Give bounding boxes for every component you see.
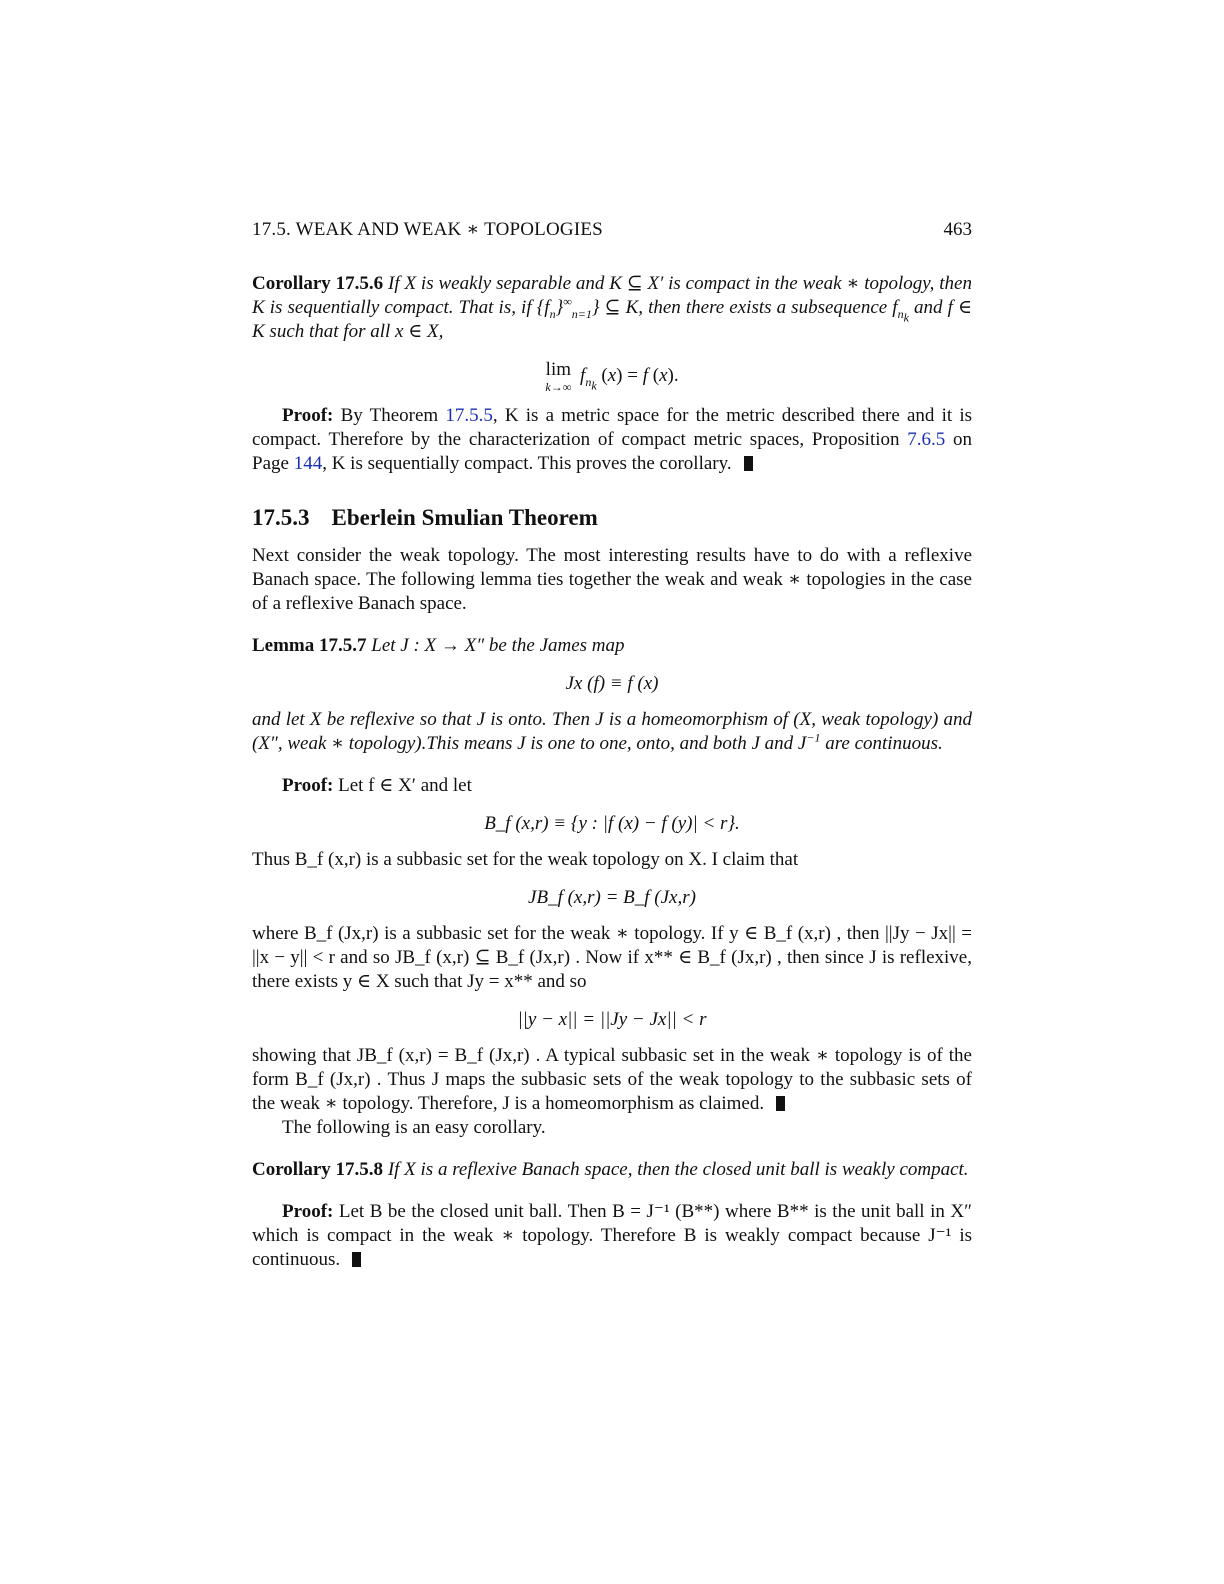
lim-subscript: k→∞ <box>545 380 572 394</box>
proof3-text: Let B be the closed unit ball. Then B = J⁻¹ (B**) where B** is the unit ball in X″ which is compact in the weak ∗ topology. Therefore B is weakly compact because J⁻¹ is continuous. <box>252 1201 973 1270</box>
running-head <box>252 218 972 242</box>
section-title: Eberlein Smulian Theorem <box>331 505 598 530</box>
proof2-end <box>252 1044 972 1116</box>
corollary-17-5-6: Corollary 17.5.6 If X is weakly separable and K ⊆ X′ is compact in the weak ∗ topology, then K is sequentially compact. That is, if $\{f_n\}^\infty_{n=1}$} ⊆ K, then there exists a subsequence $f_{n_k}$ and f ∈ K such that for all x ∈ X, <box>252 273 973 342</box>
limit-equation: lim k→∞ $f_{n_k}$ (x) = f (x). <box>545 359 679 394</box>
lemma-continuation <box>252 708 972 756</box>
corollary-text-3: and f ∈ K such that for all x ∈ X, <box>252 297 973 342</box>
proof1-text-1: By Theorem <box>340 405 439 426</box>
proof-label: Proof: <box>282 405 334 426</box>
corollary-17-5-8-text: If X is a reflexive Banach space, then the closed unit ball is weakly compact. <box>387 1159 969 1180</box>
proof-3 <box>252 1200 972 1272</box>
qed-mark <box>776 1096 785 1111</box>
proof2-text-3: where B_f (Jx,r) is a subbasic set for the weak ∗ topology. If y ∈ B_f (x,r) , then ||Jy − Jx|| = ||x − y|| < r and so JB_f (x,r) ⊆ B_f (Jx,r) . Now if x** ∈ B_f (Jx,r) , then since J is reflexive, there exists y ∈ X such that Jy = x** and so <box>252 923 972 992</box>
lemma-sup: −1 <box>806 730 821 745</box>
claim-equation: JB_f (x,r) = B_f (Jx,r) <box>528 887 696 908</box>
lemma-text-3: are continuous. <box>825 733 943 754</box>
intro-paragraph: Next consider the weak topology. The most interesting results have to do with a reflexive Banach space. The following lemma ties together the weak and weak ∗ topologies in the case of a reflexive Banach space. <box>252 545 972 614</box>
page <box>252 218 972 1272</box>
proof-1 <box>252 404 972 476</box>
lemma-text-1: Let J : X → X″ be the James map <box>371 635 625 656</box>
corollary-17-5-8 <box>252 1158 972 1182</box>
page-number: 463 <box>943 219 972 240</box>
corollary-label: Corollary 17.5.8 <box>252 1159 384 1180</box>
corollary-text-2: } ⊆ K, then there exists a subsequence f <box>591 297 898 318</box>
ref-page-144[interactable]: 144 <box>293 453 323 474</box>
norm-equation: ||y − x|| = ||Jy − Jx|| < r <box>517 1009 707 1030</box>
proof2-text-2: Thus B_f (x,r) is a subbasic set for the weak topology on X. I claim that <box>252 849 799 870</box>
proof-label: Proof: <box>282 1201 334 1222</box>
ref-theorem-17-5-5[interactable]: 17.5.5 <box>445 405 493 426</box>
subbasic-set-definition: B_f (x,r) ≡ {y : |f (x) − f (y)| < r}. <box>484 813 740 834</box>
ref-proposition-7-6-5[interactable]: 7.6.5 <box>907 429 946 450</box>
proof2-text-1: Let f ∈ X′ and let <box>338 775 472 796</box>
lemma-text-2: and let X be reflexive so that J is onto. Then J is a homeomorphism of (X, weak topology) and (X″, weak ∗ topology).This means J is one to one, onto, and both J and J <box>252 709 972 754</box>
lemma-17-5-7 <box>252 634 972 658</box>
lim-word: lim <box>545 359 572 380</box>
proof-label: Proof: <box>282 775 334 796</box>
proof1-text-3: on Page <box>252 429 973 474</box>
proof-2-start <box>252 774 972 798</box>
qed-mark <box>744 456 753 471</box>
corollary-text-1: If X is weakly separable and K ⊆ X′ is compact in the weak ∗ topology, then K is sequentially compact. That is, if {f <box>252 273 972 318</box>
running-head-section: 17.5. WEAK AND WEAK ∗ TOPOLOGIES <box>252 219 603 240</box>
proof1-text-4: , K is sequentially compact. This proves the corollary. <box>322 453 732 474</box>
james-map-equation: Jx (f) ≡ f (x) <box>565 673 659 694</box>
easy-corollary-text: The following is an easy corollary. <box>282 1117 546 1138</box>
proof2-text-4: showing that JB_f (x,r) = B_f (Jx,r) . A typical subbasic set in the weak ∗ topology is of the form B_f (Jx,r) . Thus J maps the subbasic sets of the weak topology to the subbasic sets of the weak ∗ topology. Therefore, J is a homeomorphism as claimed. <box>252 1045 972 1114</box>
qed-mark <box>352 1252 361 1267</box>
proof1-text-2: , K is a metric space for the metric described there and it is compact. Therefore by the characterization of compact metric spaces, Proposition <box>252 405 973 450</box>
section-heading <box>252 506 972 530</box>
section-number: 17.5.3 <box>252 505 310 530</box>
lemma-label: Lemma 17.5.7 <box>252 635 367 656</box>
corollary-label: Corollary 17.5.6 <box>252 273 384 294</box>
